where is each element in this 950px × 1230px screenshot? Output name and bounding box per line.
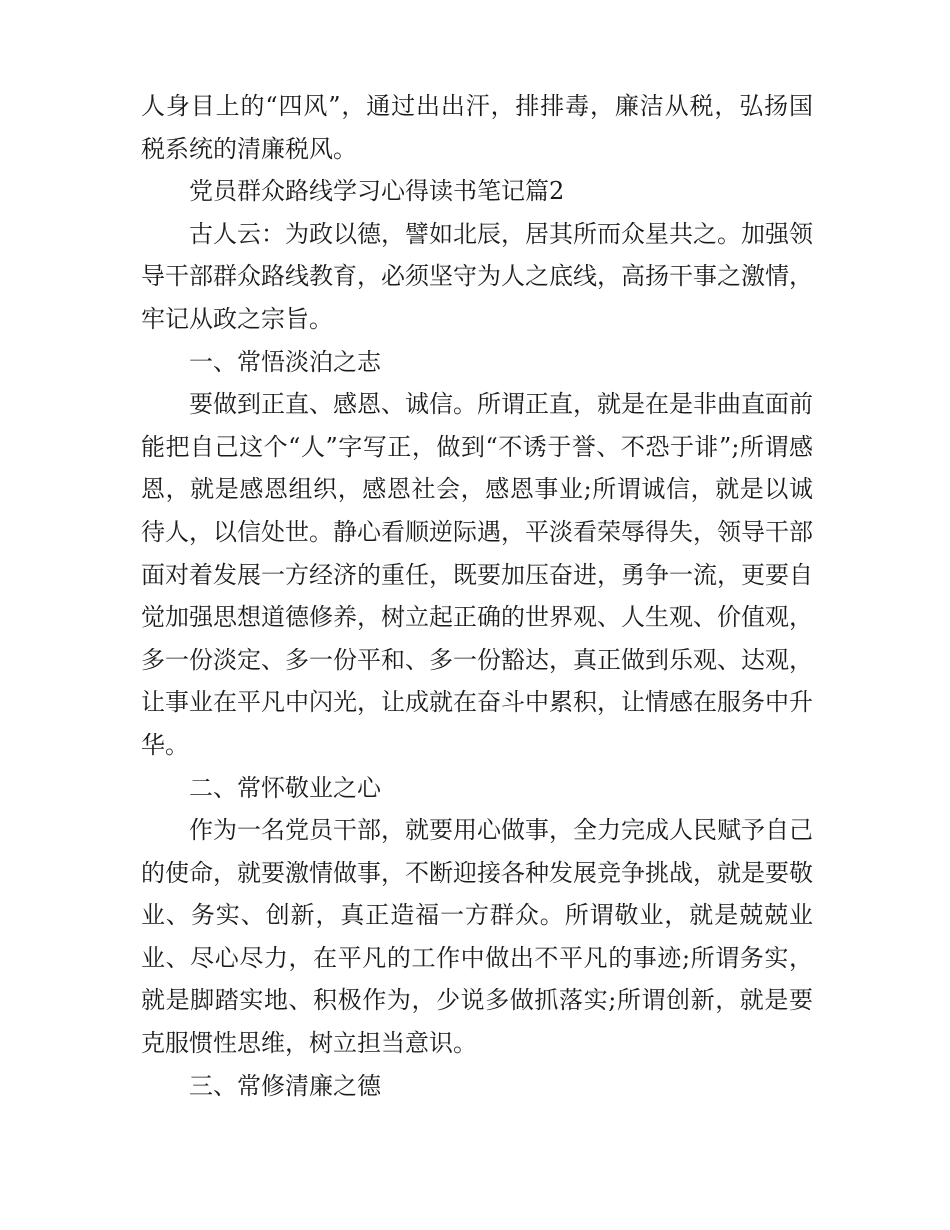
heading-1: 一、常悟淡泊之志 — [189, 347, 381, 376]
section-title: 党员群众路线学习心得读书笔记篇2 — [189, 177, 565, 206]
paragraph-1: 人身目上的“四风”，通过出出汗，排排毒，廉洁从税，弘扬国税系统的清廉税风。 — [141, 92, 813, 163]
heading-2: 二、常怀敬业之心 — [189, 773, 381, 802]
paragraph-4: 作为一名党员干部，就要用心做事，全力完成人民赋予自己的使命，就要激情做事，不断迎接各种发展竞争挑战，就是要敬业、务实、创新，真正造福一方群众。所谓敬业，就是兢兢业业、尽心尽力，在平凡的工作中做出不平凡的事迹;所谓务实，就是脚踏实地、积极作为，少说多做抓落实;所谓创新，就是要克服惯性思维，树立担当意识。 — [141, 816, 813, 1058]
heading-3: 三、常修清廉之德 — [189, 1071, 381, 1100]
paragraph-2: 古人云：为政以德，譬如北辰，居其所而众星共之。加强领导干部群众路线教育，必须坚守为人之底线，高扬干事之激情，牢记从政之宗旨。 — [141, 219, 813, 333]
document-page — [141, 85, 813, 1107]
paragraph-3: 要做到正直、感恩、诚信。所谓正直，就是在是非曲直面前能把自己这个“人”字写正，做到“不诱于誉、不恐于诽”;所谓感恩，就是感恩组织，感恩社会，感恩事业;所谓诚信，就是以诚待人，以信处世。静心看顺逆际遇，平淡看荣辱得失，领导干部面对着发展一方经济的重任，既要加压奋进，勇争一流，更要自觉加强思想道德修养，树立起正确的世界观、人生观、价值观，多一份淡定、多一份平和、多一份豁达，真正做到乐观、达观，让事业在平凡中闪光，让成就在奋斗中累积，让情感在服务中升华。 — [141, 390, 813, 759]
